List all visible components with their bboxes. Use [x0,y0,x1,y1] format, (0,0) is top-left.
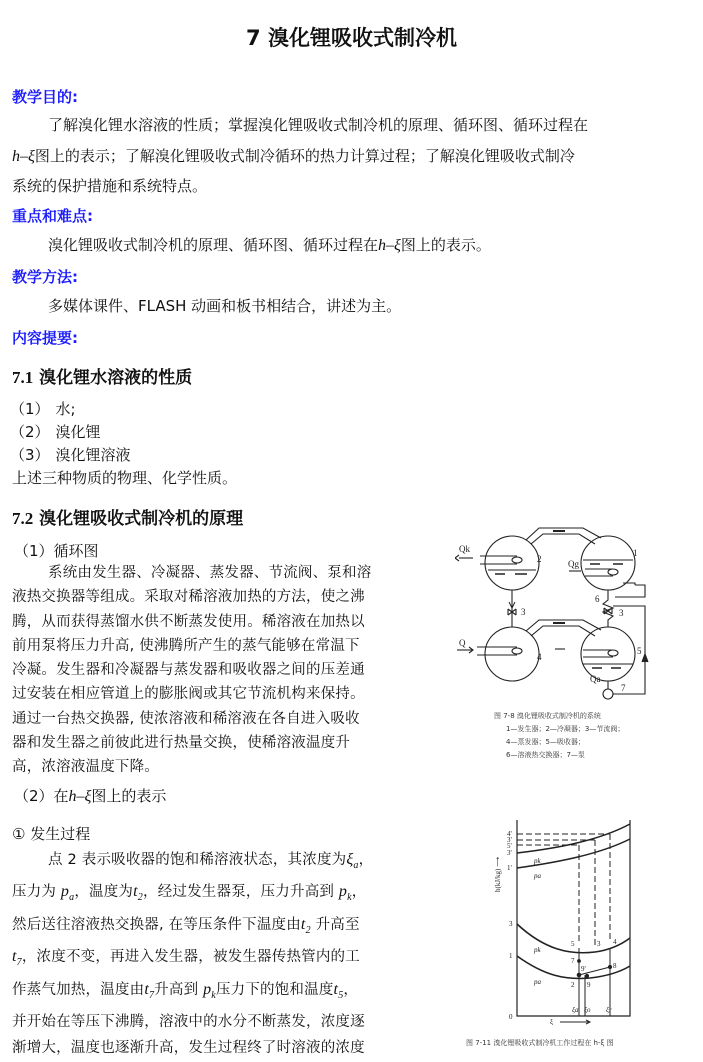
para-line: 并开始在等压下沸腾，溶液中的水分不断蒸发，浓度逐 [12,1013,365,1030]
figure-7-11-h-xi-diagram [490,820,650,1025]
y-axis-label: h(kJ/kg) ⟶ [494,856,502,892]
t-symbol: t [133,883,138,901]
summary-heading: 内容提要: [12,329,78,347]
key-points-heading: 重点和难点: [12,207,93,225]
label-1: 1 [633,548,638,558]
subscript: a [353,859,359,871]
figure-7-8-system-diagram [455,522,703,712]
subscript: 2 [137,892,143,904]
subsection-h-xi [14,785,166,806]
point-5: 5 [571,940,575,948]
para-line [12,879,442,911]
tick-3p-b: 3' [507,849,512,857]
label-Qg: Qg [568,559,579,569]
tick-3: 3 [509,920,513,928]
xi-symbol: ξ [346,851,354,868]
curve-pk-upper [517,824,630,853]
objectives-line-2 [12,142,575,171]
p-symbol: p [203,980,212,998]
para-line: 过安装在相应管道上的膨胀阀或其它节流机构来保持。 [12,686,365,703]
para-line: 系统由发生器、冷凝器、蒸发器、节流阀、泵和溶 [48,565,372,581]
para-line: 器和发生器之前彼此进行热量交换，使稀溶液温度升 [12,735,351,752]
t-symbol: t [333,980,339,998]
text: 压力为 [12,884,57,901]
para-line [12,944,442,976]
caption-legend: 1—发生器；2—冷凝器；3—节流阀； [506,725,625,733]
para-line: 高，浓溶液温度下降。 [12,759,159,776]
section-7-1-note: 上述三种物质的物理、化学性质。 [12,469,238,487]
subscript: k [211,989,216,1001]
text: ，经过发生器泵，压力升高到 [143,884,335,901]
objectives-heading: 教学目的: [12,88,78,106]
section-title-text: 溴化锂水溶液的性质 [39,368,193,388]
label-3-right: 3 [619,608,624,618]
caption-legend: 4—蒸发器；5—吸收器； [506,738,585,746]
label-5: 5 [637,646,642,656]
tick-xi-a: ξa [572,1006,579,1014]
text: 作蒸气加热，温度由 [12,981,145,998]
key-points-text-a: 溴化锂吸收式制冷机的原理、循环图、循环过程在 [48,236,379,254]
cycle-description [12,561,440,780]
curve-label-pk: pk [534,857,541,865]
label-2: 2 [537,554,542,564]
method-text: 多媒体课件、FLASH 动画和板书相结合，讲述为主。 [48,297,402,315]
list-text: 溴化锂溶液 [55,446,131,464]
subscript: k [347,892,352,904]
p-symbol: p [338,883,348,901]
sub2-text-a: （2）在 [14,787,69,805]
text: ，浓度不变，再进入发生器，被发生器传热管内的工 [21,949,360,966]
text: ， [351,884,367,901]
label-6: 6 [595,594,600,604]
point-4: 4 [613,938,617,946]
text: 升高至 [315,916,360,933]
section-7-1-title [12,363,192,388]
x-axis-label: ξ [550,1018,554,1025]
section-number: 7.2 [12,509,34,528]
label-Q0: Q [459,638,466,648]
t-symbol: t [12,948,17,966]
para-line: 渐增大，温度也逐渐升高，发生过程终了时溶液的浓度 [12,1040,365,1057]
label-Qk: Qk [459,544,470,554]
objectives-line-2-text: 图上的表示；了解溴化锂吸收式制冷循环的热力计算过程；了解溴化锂吸收式制冷 [34,147,575,165]
section-7-2-title [12,504,243,529]
method-heading: 教学方法: [12,268,78,286]
text: ， [343,981,359,998]
label-Qa: Qa [590,674,601,684]
point-2: 2 [571,981,575,989]
curve-label-pk-lower: pk [534,946,541,954]
list-item [10,444,237,467]
xi-arrow [560,1020,590,1024]
curve-label-pa-lower: pa [534,978,541,986]
label-4: 4 [537,652,542,662]
tick-5p: 5' [507,842,512,850]
list-text: 溴化锂 [55,423,101,441]
text: ， [358,852,374,868]
label-3-left: 3 [521,607,526,617]
list-marker: （2） [10,423,50,441]
generator-vessel [581,536,635,590]
pump [603,689,613,699]
h-xi-math: h–ξ [12,148,35,165]
list-item [10,398,237,421]
figure-7-8-caption [494,710,624,762]
generation-description [12,847,442,1062]
text: 点 2 表示吸收器的饱和稀溶液状态，其浓度为 [48,852,347,868]
text: 压力下的饱和温度 [215,981,334,998]
key-points-text [48,231,491,260]
para-line: 前用泵将压力升高, 使沸腾所产生的蒸气能够在常温下 [12,637,360,654]
curve-label-pa: pa [534,872,541,880]
tick-1: 1 [509,952,513,960]
tick-4p: 4' [507,830,512,838]
key-points-text-b: 图上的表示。 [400,236,491,254]
objectives-line-3: 系统的保护措施和系统特点。 [12,177,208,195]
objectives-line-1: 了解溴化锂水溶液的性质；掌握溴化锂吸收式制冷机的原理、循环图、循环过程在 [48,116,589,134]
subscript: 7 [16,957,22,969]
figure-7-11-caption: 图 7-11 溴化锂吸收式制冷机工作过程在 h-ξ 图 [466,1039,614,1047]
h-xi-math: h–ξ [378,237,401,254]
para-line: 通过一台热交换器, 使浓溶液和稀溶液在各自进入吸收 [12,710,360,727]
evaporator-vessel [485,627,539,681]
list-marker: （3） [10,446,50,464]
p-symbol: p [60,883,70,901]
origin-label: 0 [509,1013,513,1021]
t-symbol: t [300,915,306,933]
page-title: 7 溴化锂吸收式制冷机 [246,26,457,50]
text: 然后送往溶液热交换器, 在等压条件下温度由 [12,916,301,933]
point-8: 8 [613,962,617,970]
para-line: 冷凝。发生器和冷凝器与蒸发器和吸收器之间的压差通 [12,662,365,679]
caption-title: 图 7-8 溴化锂吸收式制冷机的系统 [494,712,601,720]
point-9: 9 [587,981,591,989]
t-symbol: t [144,980,149,998]
section-title-text: 溴化锂吸收式制冷机的原理 [39,509,244,529]
tick-xi-r: ξr [606,1006,612,1014]
h-xi-math: h–ξ [68,788,92,805]
subscript: 2 [305,924,311,936]
section-number: 7.1 [12,368,34,387]
para-line: 液热交换器等组成。采取对稀溶液加热的方法，使之沸 [12,589,365,606]
subsection-generation: ① 发生过程 [12,825,91,843]
point-7: 7 [571,957,575,965]
section-7-1-list [10,398,237,490]
tick-3p: 3' [507,836,512,844]
list-item [10,421,237,444]
para-line [12,847,442,879]
text: ，温度为 [74,884,134,901]
chilled-water-coil [477,647,517,655]
tick-1p: 1' [507,864,512,872]
para-line [12,977,442,1009]
subscript: a [69,892,75,904]
condenser-vessel [485,536,539,590]
para-line [12,912,442,944]
list-text: 水; [55,400,76,418]
para-line: 腾，从而获得蒸馏水供不断蒸发使用。稀溶液在加热以 [12,613,365,630]
subscript: 7 [148,989,155,1001]
sub2-text-b: 图上的表示 [91,787,167,805]
point-9p: 9' [581,965,586,973]
caption-legend: 6—溶液热交换器；7—泵 [506,751,585,759]
point-3: 3 [597,940,601,948]
label-7: 7 [621,683,626,693]
text: 升高到 [154,981,199,998]
subsection-cycle-diagram: （1）循环图 [14,542,99,560]
tick-xi-o: ξo [584,1006,591,1014]
subscript: 5 [338,989,344,1001]
list-marker: （1） [10,400,50,418]
